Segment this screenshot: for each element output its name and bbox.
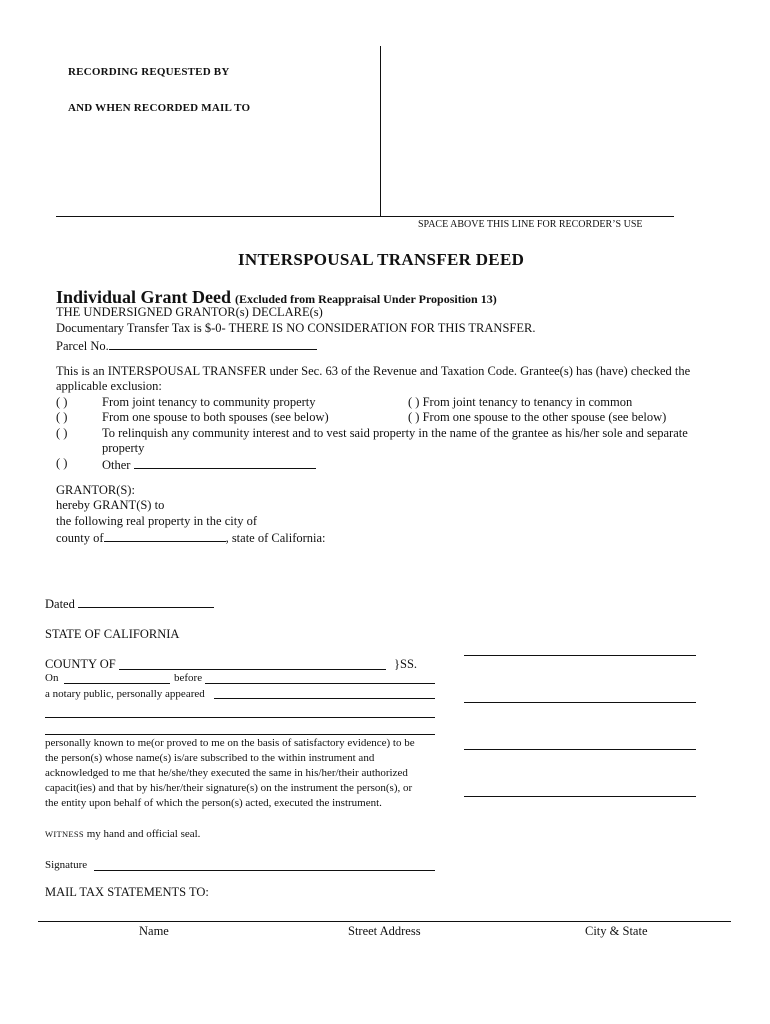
recording-requested-by-label: RECORDING REQUESTED BY <box>68 66 230 78</box>
recorder-vertical-divider <box>380 46 381 216</box>
parcel-no-field[interactable] <box>109 337 317 350</box>
option-one-to-both: From one spouse to both spouses (see below) <box>102 410 329 424</box>
state-of-california-heading: STATE OF CALIFORNIA <box>45 627 180 641</box>
mail-tax-label: MAIL TAX STATEMENTS TO: <box>45 885 209 899</box>
mail-tax-city-state-label: City & State <box>585 924 648 938</box>
parcel-no-label: Parcel No. <box>56 339 109 353</box>
county-field[interactable] <box>104 529 226 542</box>
ss-label: }SS. <box>394 657 418 671</box>
notary-county-field[interactable] <box>119 669 386 670</box>
mail-tax-street-label: Street Address <box>348 924 421 938</box>
county-state-row <box>56 529 326 546</box>
exclusion-text-line1: This is an INTERSPOUSAL TRANSFER under Sec. 63 of the Revenue and Taxation Code. Grantee(s) has (have) checked the <box>56 364 691 378</box>
notary-body-line3: acknowledged to me that he/she/they executed the same in his/her/their authorized <box>45 767 408 779</box>
notary-body-line5: the entity upon behalf of which the person(s) acted, executed the instrument. <box>45 797 382 809</box>
option-joint-to-common[interactable]: ( ) From joint tenancy to tenancy in common <box>408 395 633 409</box>
when-recorded-mail-to-label: AND WHEN RECORDED MAIL TO <box>68 102 251 114</box>
grantor-signature-line-1[interactable] <box>464 655 696 656</box>
dated-field[interactable] <box>78 595 214 608</box>
option-relinquish-line2: property <box>102 441 145 455</box>
notary-public-label: a notary public, personally appeared <box>45 688 205 700</box>
dated-row <box>45 595 214 612</box>
grant-deed-label: Individual Grant Deed <box>56 287 232 307</box>
grantors-label: GRANTOR(S): <box>56 483 135 497</box>
checkbox-one-to-both[interactable]: ( ) <box>56 410 68 424</box>
signature-field[interactable] <box>94 870 435 871</box>
appeared-name-line[interactable] <box>45 717 435 718</box>
mail-tax-name-label: Name <box>139 924 169 938</box>
witness-text: my hand and official seal. <box>83 828 201 840</box>
option-one-to-other[interactable]: ( ) From one spouse to the other spouse (see below) <box>408 410 667 424</box>
appeared-name-line-2[interactable] <box>45 734 435 735</box>
personally-appeared-field[interactable] <box>214 698 435 699</box>
notary-body-line2: the person(s) whose name(s) is/are subscribed to the within instrument and <box>45 752 375 764</box>
other-field[interactable] <box>134 456 316 469</box>
checkbox-relinquish[interactable]: ( ) <box>56 426 68 440</box>
space-above-line-note: SPACE ABOVE THIS LINE FOR RECORDER’S USE <box>418 219 643 230</box>
exclusion-text-line2: applicable exclusion: <box>56 379 162 393</box>
option-joint-to-community: From joint tenancy to community property <box>102 395 316 409</box>
transfer-tax-text: Documentary Transfer Tax is $-0- THERE IS NO CONSIDERATION FOR THIS TRANSFER. <box>56 321 536 335</box>
on-date-field[interactable] <box>64 683 170 684</box>
notary-body-line1: personally known to me(or proved to me on the basis of satisfactory evidence) to be <box>45 737 415 749</box>
checkbox-joint-to-community[interactable]: ( ) <box>56 395 68 409</box>
county-label: county of <box>56 531 104 545</box>
grantor-signature-line-2[interactable] <box>464 702 696 703</box>
page-title: INTERSPOUSAL TRANSFER DEED <box>238 250 525 269</box>
parcel-no-row <box>56 337 317 354</box>
option-other-row <box>102 456 316 473</box>
excluded-note: (Excluded from Reappraisal Under Proposition 13) <box>235 292 497 306</box>
checkbox-other[interactable]: ( ) <box>56 456 68 470</box>
signature-label: Signature <box>45 859 88 871</box>
following-property-text: the following real property in the city of <box>56 514 257 528</box>
option-relinquish-line1: To relinquish any community interest and to vest said property in the name of the grantee as his/her sole and separate <box>102 426 688 440</box>
grantor-signature-line-3[interactable] <box>464 749 696 750</box>
mail-tax-line[interactable] <box>38 921 731 922</box>
witness-label: WITNESS <box>45 829 84 839</box>
dated-label: Dated <box>45 597 75 611</box>
witness-row <box>45 828 200 840</box>
recorder-space-line <box>56 216 674 217</box>
before-label: before <box>174 672 203 684</box>
option-other-label: Other <box>102 458 131 472</box>
notary-body-line4: capacit(ies) and that by his/her/their signature(s) on the instrument the person(s), or <box>45 782 413 794</box>
before-field[interactable] <box>205 683 435 684</box>
grantor-signature-line-4[interactable] <box>464 796 696 797</box>
grantor-declare-text: THE UNDERSIGNED GRANTOR(s) DECLARE(s) <box>56 305 323 319</box>
hereby-grant-text: hereby GRANT(S) to <box>56 498 165 512</box>
notary-county-label: COUNTY OF <box>45 657 116 671</box>
on-label: On <box>45 672 59 684</box>
state-of-california-label: , state of California: <box>225 531 326 545</box>
